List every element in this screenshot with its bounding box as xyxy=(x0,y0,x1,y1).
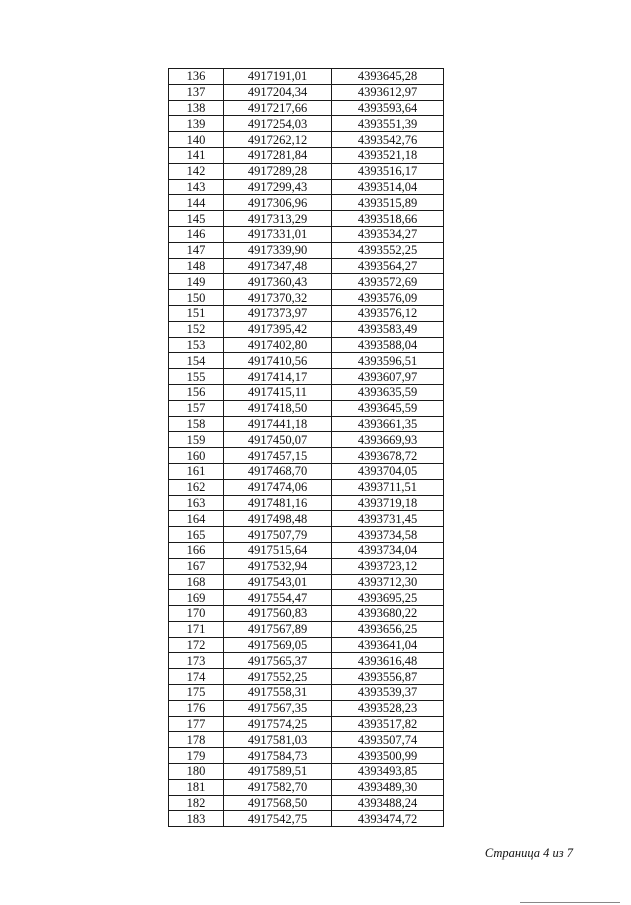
x-coordinate-cell: 4917347,48 xyxy=(224,258,332,274)
y-coordinate-cell: 4393596,51 xyxy=(332,353,444,369)
x-coordinate-cell: 4917507,79 xyxy=(224,527,332,543)
table-row xyxy=(169,511,444,527)
point-number-cell: 179 xyxy=(169,748,224,764)
point-number-cell: 172 xyxy=(169,637,224,653)
point-number-cell: 183 xyxy=(169,811,224,827)
x-coordinate-cell: 4917584,73 xyxy=(224,748,332,764)
point-number-cell: 147 xyxy=(169,242,224,258)
y-coordinate-cell: 4393719,18 xyxy=(332,495,444,511)
point-number-cell: 178 xyxy=(169,732,224,748)
table-row xyxy=(169,542,444,558)
y-coordinate-cell: 4393542,76 xyxy=(332,132,444,148)
point-number-cell: 170 xyxy=(169,606,224,622)
point-number-cell: 173 xyxy=(169,653,224,669)
table-row xyxy=(169,764,444,780)
table-row xyxy=(169,653,444,669)
point-number-cell: 150 xyxy=(169,290,224,306)
point-number-cell: 164 xyxy=(169,511,224,527)
point-number-cell: 139 xyxy=(169,116,224,132)
x-coordinate-cell: 4917543,01 xyxy=(224,574,332,590)
point-number-cell: 177 xyxy=(169,716,224,732)
y-coordinate-cell: 4393678,72 xyxy=(332,448,444,464)
point-number-cell: 145 xyxy=(169,211,224,227)
table-row xyxy=(169,321,444,337)
y-coordinate-cell: 4393493,85 xyxy=(332,764,444,780)
table-row xyxy=(169,495,444,511)
table-row xyxy=(169,400,444,416)
y-coordinate-cell: 4393583,49 xyxy=(332,321,444,337)
table-row xyxy=(169,353,444,369)
table-row xyxy=(169,258,444,274)
table-row xyxy=(169,669,444,685)
table-row xyxy=(169,242,444,258)
y-coordinate-cell: 4393641,04 xyxy=(332,637,444,653)
point-number-cell: 140 xyxy=(169,132,224,148)
point-number-cell: 136 xyxy=(169,69,224,85)
point-number-cell: 153 xyxy=(169,337,224,353)
table-row xyxy=(169,84,444,100)
x-coordinate-cell: 4917450,07 xyxy=(224,432,332,448)
y-coordinate-cell: 4393635,59 xyxy=(332,384,444,400)
point-number-cell: 157 xyxy=(169,400,224,416)
table-row xyxy=(169,416,444,432)
x-coordinate-cell: 4917306,96 xyxy=(224,195,332,211)
y-coordinate-cell: 4393564,27 xyxy=(332,258,444,274)
point-number-cell: 166 xyxy=(169,542,224,558)
y-coordinate-cell: 4393612,97 xyxy=(332,84,444,100)
x-coordinate-cell: 4917589,51 xyxy=(224,764,332,780)
y-coordinate-cell: 4393734,58 xyxy=(332,527,444,543)
y-coordinate-cell: 4393712,30 xyxy=(332,574,444,590)
y-coordinate-cell: 4393518,66 xyxy=(332,211,444,227)
y-coordinate-cell: 4393552,25 xyxy=(332,242,444,258)
y-coordinate-cell: 4393723,12 xyxy=(332,558,444,574)
y-coordinate-cell: 4393669,93 xyxy=(332,432,444,448)
table-row xyxy=(169,290,444,306)
y-coordinate-cell: 4393731,45 xyxy=(332,511,444,527)
table-row xyxy=(169,463,444,479)
point-number-cell: 174 xyxy=(169,669,224,685)
table-row xyxy=(169,274,444,290)
point-number-cell: 162 xyxy=(169,479,224,495)
table-row xyxy=(169,479,444,495)
point-number-cell: 148 xyxy=(169,258,224,274)
coordinates-table-body xyxy=(169,69,444,827)
x-coordinate-cell: 4917339,90 xyxy=(224,242,332,258)
x-coordinate-cell: 4917395,42 xyxy=(224,321,332,337)
x-coordinate-cell: 4917217,66 xyxy=(224,100,332,116)
table-row xyxy=(169,606,444,622)
table-row xyxy=(169,621,444,637)
y-coordinate-cell: 4393474,72 xyxy=(332,811,444,827)
table-row xyxy=(169,779,444,795)
x-coordinate-cell: 4917552,25 xyxy=(224,669,332,685)
y-coordinate-cell: 4393588,04 xyxy=(332,337,444,353)
point-number-cell: 143 xyxy=(169,179,224,195)
point-number-cell: 163 xyxy=(169,495,224,511)
table-row xyxy=(169,211,444,227)
x-coordinate-cell: 4917582,70 xyxy=(224,779,332,795)
point-number-cell: 167 xyxy=(169,558,224,574)
point-number-cell: 180 xyxy=(169,764,224,780)
x-coordinate-cell: 4917532,94 xyxy=(224,558,332,574)
table-row xyxy=(169,163,444,179)
table-row xyxy=(169,574,444,590)
y-coordinate-cell: 4393645,28 xyxy=(332,69,444,85)
x-coordinate-cell: 4917542,75 xyxy=(224,811,332,827)
table-row xyxy=(169,132,444,148)
x-coordinate-cell: 4917554,47 xyxy=(224,590,332,606)
point-number-cell: 151 xyxy=(169,305,224,321)
point-number-cell: 137 xyxy=(169,84,224,100)
y-coordinate-cell: 4393516,17 xyxy=(332,163,444,179)
x-coordinate-cell: 4917289,28 xyxy=(224,163,332,179)
point-number-cell: 168 xyxy=(169,574,224,590)
y-coordinate-cell: 4393656,25 xyxy=(332,621,444,637)
x-coordinate-cell: 4917468,70 xyxy=(224,463,332,479)
point-number-cell: 138 xyxy=(169,100,224,116)
table-row xyxy=(169,448,444,464)
table-row xyxy=(169,637,444,653)
x-coordinate-cell: 4917498,48 xyxy=(224,511,332,527)
x-coordinate-cell: 4917457,15 xyxy=(224,448,332,464)
point-number-cell: 161 xyxy=(169,463,224,479)
x-coordinate-cell: 4917574,25 xyxy=(224,716,332,732)
y-coordinate-cell: 4393514,04 xyxy=(332,179,444,195)
point-number-cell: 182 xyxy=(169,795,224,811)
y-coordinate-cell: 4393556,87 xyxy=(332,669,444,685)
table-row xyxy=(169,179,444,195)
x-coordinate-cell: 4917299,43 xyxy=(224,179,332,195)
table-row xyxy=(169,226,444,242)
point-number-cell: 158 xyxy=(169,416,224,432)
y-coordinate-cell: 4393515,89 xyxy=(332,195,444,211)
x-coordinate-cell: 4917418,50 xyxy=(224,400,332,416)
table-row xyxy=(169,384,444,400)
table-row xyxy=(169,369,444,385)
table-row xyxy=(169,305,444,321)
y-coordinate-cell: 4393593,64 xyxy=(332,100,444,116)
x-coordinate-cell: 4917402,80 xyxy=(224,337,332,353)
y-coordinate-cell: 4393576,12 xyxy=(332,305,444,321)
x-coordinate-cell: 4917254,03 xyxy=(224,116,332,132)
coordinates-table xyxy=(168,68,444,827)
y-coordinate-cell: 4393695,25 xyxy=(332,590,444,606)
x-coordinate-cell: 4917567,89 xyxy=(224,621,332,637)
point-number-cell: 155 xyxy=(169,369,224,385)
point-number-cell: 171 xyxy=(169,621,224,637)
table-row xyxy=(169,716,444,732)
y-coordinate-cell: 4393572,69 xyxy=(332,274,444,290)
y-coordinate-cell: 4393661,35 xyxy=(332,416,444,432)
table-row xyxy=(169,748,444,764)
table-row xyxy=(169,147,444,163)
x-coordinate-cell: 4917204,34 xyxy=(224,84,332,100)
table-row xyxy=(169,116,444,132)
point-number-cell: 149 xyxy=(169,274,224,290)
table-row xyxy=(169,337,444,353)
table-row xyxy=(169,795,444,811)
point-number-cell: 160 xyxy=(169,448,224,464)
x-coordinate-cell: 4917569,05 xyxy=(224,637,332,653)
y-coordinate-cell: 4393576,09 xyxy=(332,290,444,306)
point-number-cell: 142 xyxy=(169,163,224,179)
footer-divider xyxy=(520,902,620,903)
point-number-cell: 165 xyxy=(169,527,224,543)
x-coordinate-cell: 4917568,50 xyxy=(224,795,332,811)
x-coordinate-cell: 4917581,03 xyxy=(224,732,332,748)
y-coordinate-cell: 4393517,82 xyxy=(332,716,444,732)
x-coordinate-cell: 4917565,37 xyxy=(224,653,332,669)
x-coordinate-cell: 4917313,29 xyxy=(224,211,332,227)
table-row xyxy=(169,558,444,574)
y-coordinate-cell: 4393704,05 xyxy=(332,463,444,479)
point-number-cell: 175 xyxy=(169,685,224,701)
table-row xyxy=(169,700,444,716)
x-coordinate-cell: 4917560,83 xyxy=(224,606,332,622)
y-coordinate-cell: 4393539,37 xyxy=(332,685,444,701)
x-coordinate-cell: 4917515,64 xyxy=(224,542,332,558)
y-coordinate-cell: 4393551,39 xyxy=(332,116,444,132)
x-coordinate-cell: 4917558,31 xyxy=(224,685,332,701)
table-row xyxy=(169,732,444,748)
point-number-cell: 181 xyxy=(169,779,224,795)
y-coordinate-cell: 4393616,48 xyxy=(332,653,444,669)
table-row xyxy=(169,432,444,448)
x-coordinate-cell: 4917410,56 xyxy=(224,353,332,369)
x-coordinate-cell: 4917191,01 xyxy=(224,69,332,85)
point-number-cell: 154 xyxy=(169,353,224,369)
point-number-cell: 169 xyxy=(169,590,224,606)
y-coordinate-cell: 4393734,04 xyxy=(332,542,444,558)
y-coordinate-cell: 4393607,97 xyxy=(332,369,444,385)
point-number-cell: 146 xyxy=(169,226,224,242)
y-coordinate-cell: 4393489,30 xyxy=(332,779,444,795)
table-row xyxy=(169,195,444,211)
x-coordinate-cell: 4917281,84 xyxy=(224,147,332,163)
y-coordinate-cell: 4393645,59 xyxy=(332,400,444,416)
y-coordinate-cell: 4393711,51 xyxy=(332,479,444,495)
x-coordinate-cell: 4917415,11 xyxy=(224,384,332,400)
y-coordinate-cell: 4393488,24 xyxy=(332,795,444,811)
page-number: Страница 4 из 7 xyxy=(484,846,573,860)
y-coordinate-cell: 4393521,18 xyxy=(332,147,444,163)
table-row xyxy=(169,811,444,827)
x-coordinate-cell: 4917331,01 xyxy=(224,226,332,242)
table-row xyxy=(169,527,444,543)
x-coordinate-cell: 4917373,97 xyxy=(224,305,332,321)
point-number-cell: 144 xyxy=(169,195,224,211)
x-coordinate-cell: 4917414,17 xyxy=(224,369,332,385)
point-number-cell: 156 xyxy=(169,384,224,400)
x-coordinate-cell: 4917360,43 xyxy=(224,274,332,290)
table-row xyxy=(169,100,444,116)
x-coordinate-cell: 4917474,06 xyxy=(224,479,332,495)
point-number-cell: 159 xyxy=(169,432,224,448)
y-coordinate-cell: 4393534,27 xyxy=(332,226,444,242)
x-coordinate-cell: 4917262,12 xyxy=(224,132,332,148)
x-coordinate-cell: 4917370,32 xyxy=(224,290,332,306)
point-number-cell: 176 xyxy=(169,700,224,716)
x-coordinate-cell: 4917567,35 xyxy=(224,700,332,716)
x-coordinate-cell: 4917481,16 xyxy=(224,495,332,511)
y-coordinate-cell: 4393507,74 xyxy=(332,732,444,748)
table-row xyxy=(169,590,444,606)
table-row xyxy=(169,69,444,85)
x-coordinate-cell: 4917441,18 xyxy=(224,416,332,432)
point-number-cell: 152 xyxy=(169,321,224,337)
y-coordinate-cell: 4393500,99 xyxy=(332,748,444,764)
y-coordinate-cell: 4393680,22 xyxy=(332,606,444,622)
point-number-cell: 141 xyxy=(169,147,224,163)
table-row xyxy=(169,685,444,701)
y-coordinate-cell: 4393528,23 xyxy=(332,700,444,716)
